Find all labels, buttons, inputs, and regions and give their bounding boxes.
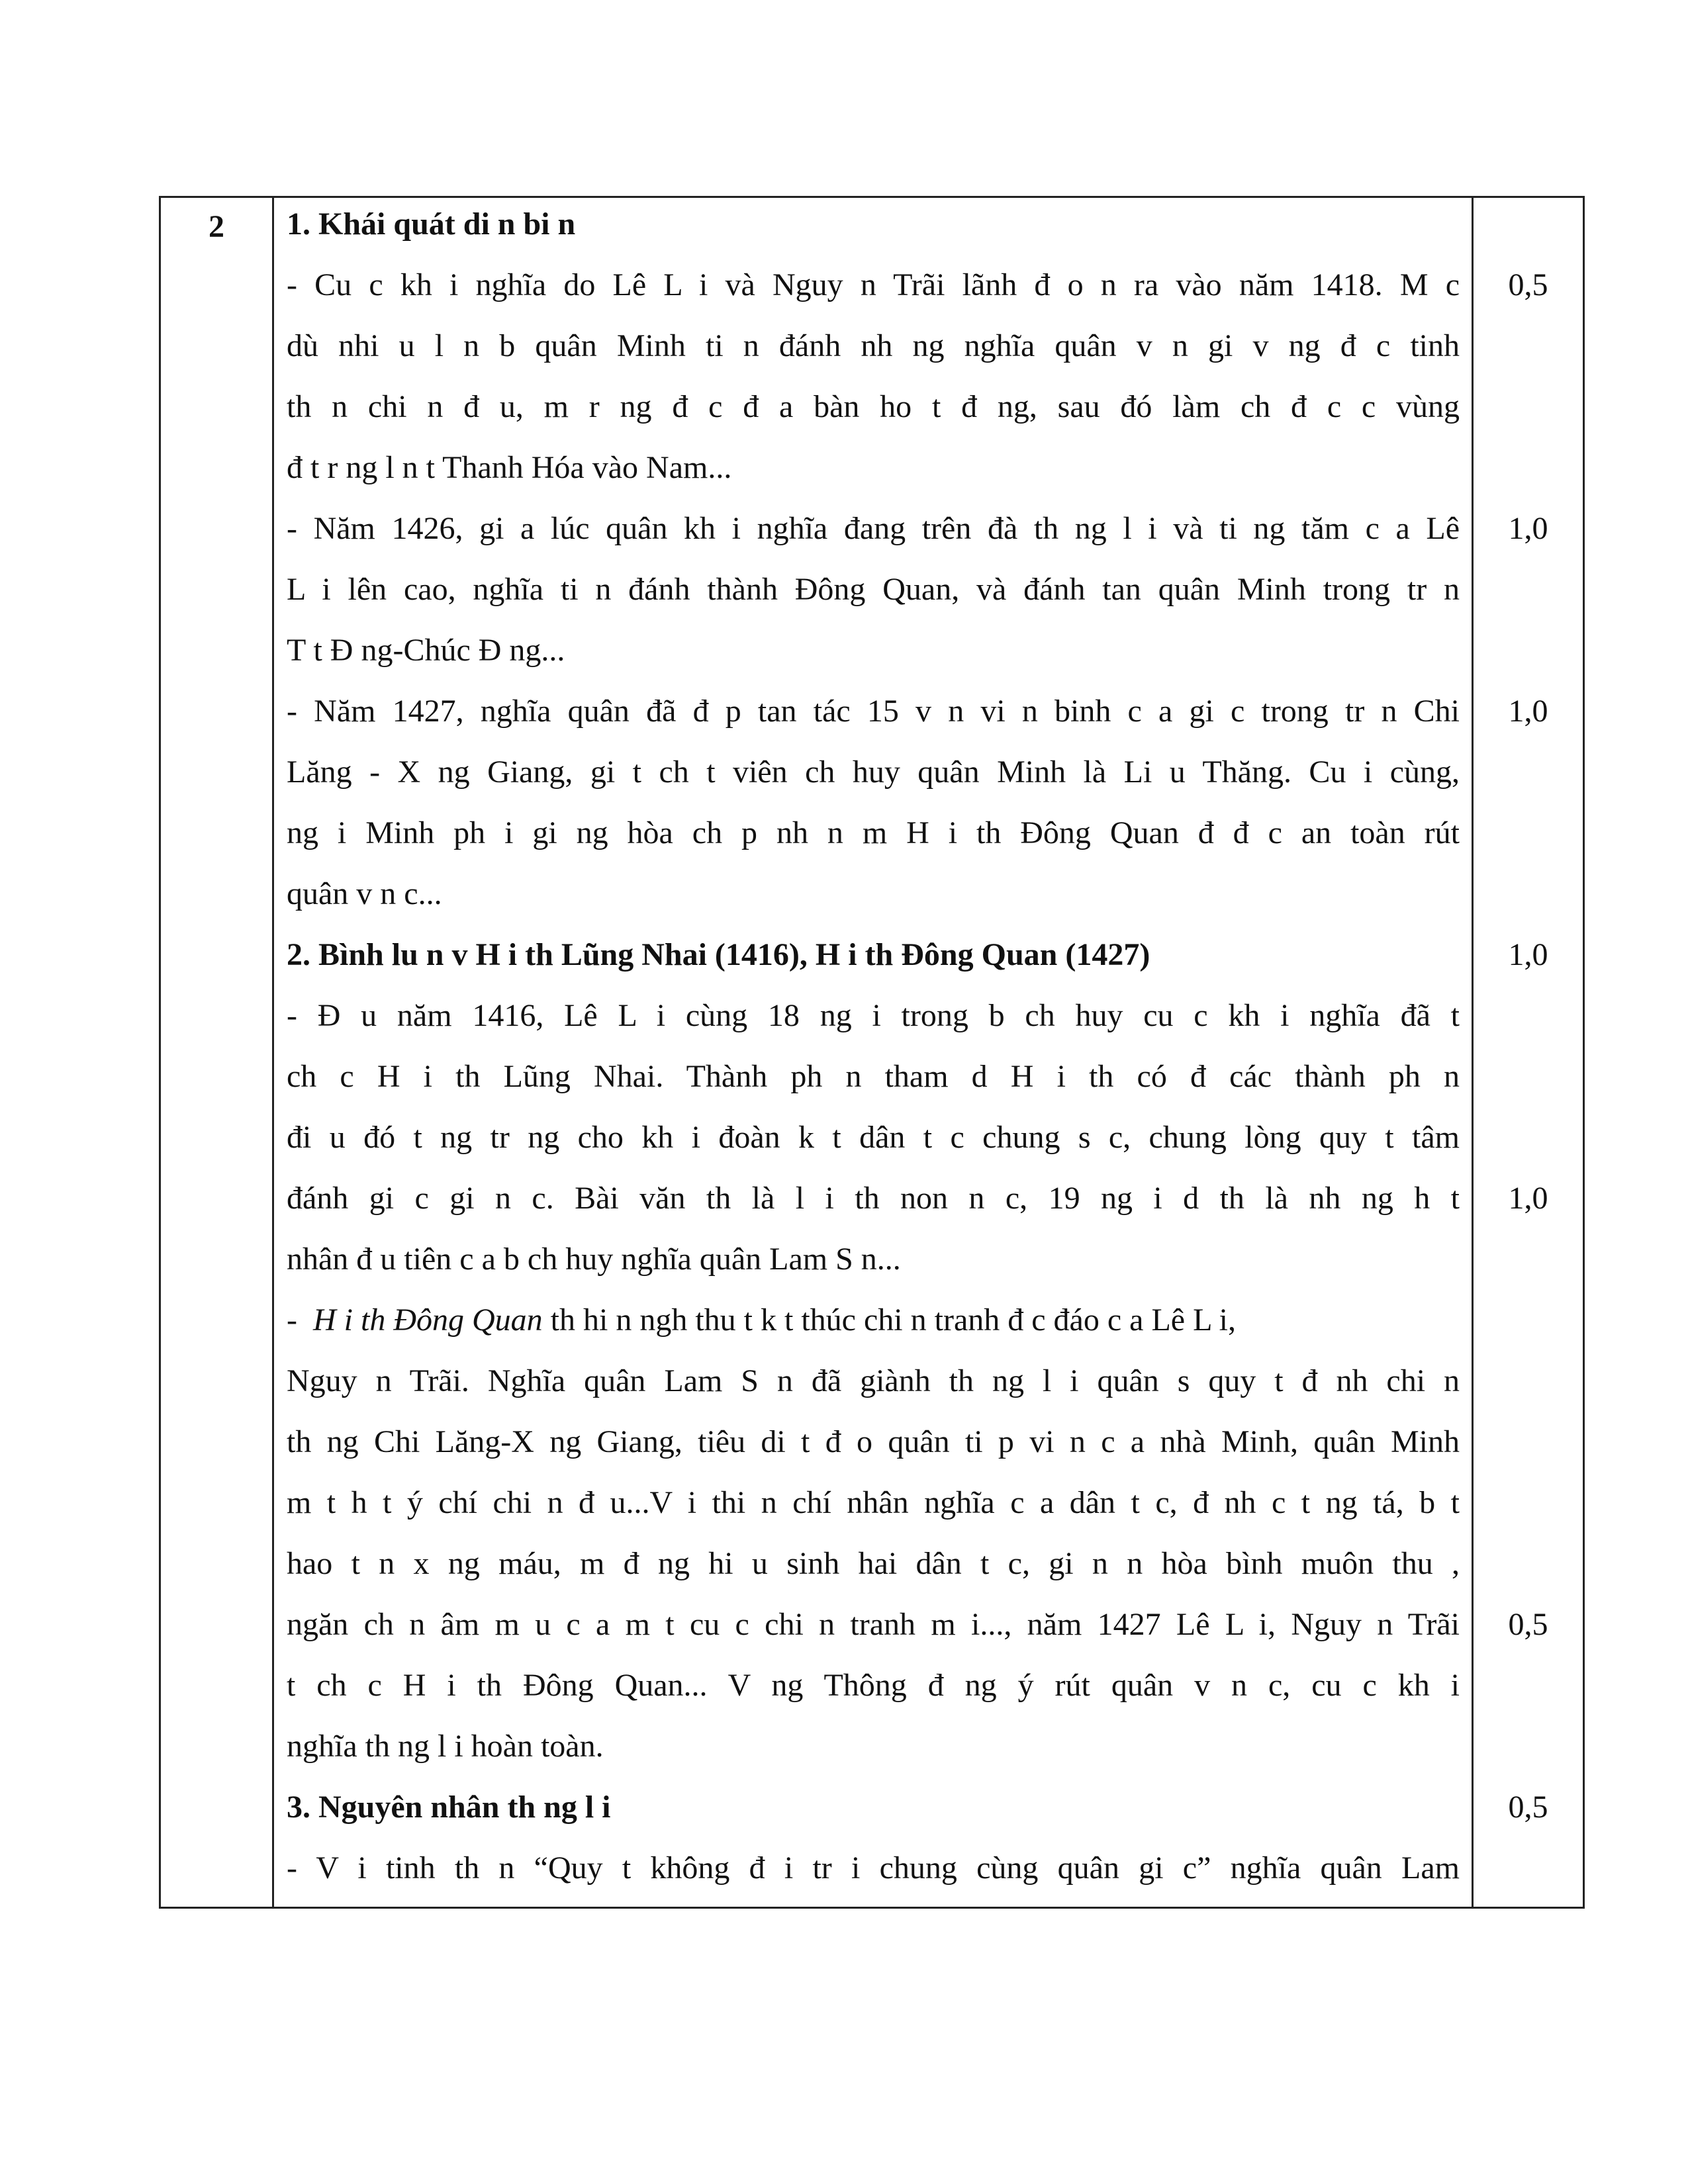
text-line: ch c H i th Lũng Nhai. Thành ph n tham d H i th có đ các thành ph n (287, 1059, 1460, 1094)
text-line: th ng Chi Lăng-X ng Giang, tiêu di t đ o quân ti p vi n c a nhà Minh, quân Minh (287, 1424, 1460, 1459)
text-line: T t Đ ng-Chúc Đ ng... (287, 633, 565, 668)
text-line: L i lên cao, nghĩa ti n đánh thành Đông Quan, và đánh tan quân Minh trong tr n (287, 572, 1460, 607)
text-line: t ch c H i th Đông Quan... V ng Thông đ ng ý rút quân v n c, cu c kh i (287, 1668, 1460, 1703)
score-value: 0,5 (1508, 1607, 1548, 1642)
score-value: 0,5 (1508, 267, 1548, 302)
text-line: nghĩa th ng l i hoàn toàn. (287, 1729, 604, 1764)
score-value: 1,0 (1508, 694, 1548, 729)
score-value: 1,0 (1508, 511, 1548, 546)
text-line: - Cu c kh i nghĩa do Lê L i và Nguy n Trãi lãnh đ o n ra vào năm 1418. M c (287, 267, 1460, 302)
text-line: - V i tinh th n “Quy t không đ i tr i chung cùng quân gi c” nghĩa quân Lam (287, 1850, 1460, 1886)
text-line: đánh gi c gi n c. Bài văn th là l i th non n c, 19 ng i d th là nh ng h t (287, 1181, 1460, 1216)
text-line: - Năm 1426, gi a lúc quân kh i nghĩa đang trên đà th ng l i và ti ng tăm c a Lê (287, 511, 1460, 546)
text-line: hao t n x ng máu, m đ ng hi u sinh hai dân t c, gi n n hòa bình muôn thu , (287, 1546, 1460, 1581)
section-heading: 3. Nguyên nhân th ng l i (287, 1790, 611, 1825)
text-line: Lăng - X ng Giang, gi t ch t viên ch huy quân Minh là Li u Thăng. Cu i cùng, (287, 754, 1460, 790)
text-line: ng i Minh ph i gi ng hòa ch p nh n m H i th Đông Quan đ đ c an toàn rút (287, 815, 1460, 850)
column-divider (1472, 198, 1474, 1907)
text-line: m t h t ý chí chi n đ u...V i thi n chí nhân nghĩa c a dân t c, đ nh c t ng tá, b t (287, 1485, 1460, 1520)
question-number: 2 (209, 209, 224, 244)
text-line: đi u đó t ng tr ng cho kh i đoàn k t dân t c chung s c, chung lòng quy t tâm (287, 1120, 1460, 1155)
text-line: nhân đ u tiên c a b ch huy nghĩa quân Lam S n... (287, 1242, 901, 1277)
text-line (287, 1299, 1460, 1342)
score-value: 1,0 (1508, 937, 1548, 972)
italic-term: H i th Đông Quan (312, 1302, 543, 1338)
section-heading: 1. Khái quát di n bi n (287, 206, 576, 242)
answer-table (159, 196, 1585, 1909)
text-line: Nguy n Trãi. Nghĩa quân Lam S n đã giành th ng l i quân s quy t đ nh chi n (287, 1363, 1460, 1398)
score-value: 0,5 (1508, 1790, 1548, 1825)
text-line: - Năm 1427, nghĩa quân đã đ p tan tác 15 v n vi n binh c a gi c trong tr n Chi (287, 694, 1460, 729)
text-line: dù nhi u l n b quân Minh ti n đánh nh ng nghĩa quân v n gi v ng đ c tinh (287, 328, 1460, 363)
text-line: - Đ u năm 1416, Lê L i cùng 18 ng i trong b ch huy cu c kh i nghĩa đã t (287, 998, 1460, 1033)
text-dash: - (287, 1302, 297, 1338)
text-line: quân v n c... (287, 876, 442, 911)
text-line: th n chi n đ u, m r ng đ c đ a bàn ho t đ ng, sau đó làm ch đ c c vùng (287, 389, 1460, 424)
score-value: 1,0 (1508, 1181, 1548, 1216)
text-run: th hi n ngh thu t k t thúc chi n tranh đ c đáo c a Lê L i, (550, 1302, 1236, 1338)
text-line: ngăn ch n âm m u c a m t cu c chi n tranh m i..., năm 1427 Lê L i, Nguy n Trãi (287, 1607, 1460, 1642)
column-divider (272, 198, 274, 1907)
section-heading: 2. Bình lu n v H i th Lũng Nhai (1416), H i th Đông Quan (1427) (287, 937, 1150, 972)
text-line: đ t r ng l n t Thanh Hóa vào Nam... (287, 450, 732, 485)
